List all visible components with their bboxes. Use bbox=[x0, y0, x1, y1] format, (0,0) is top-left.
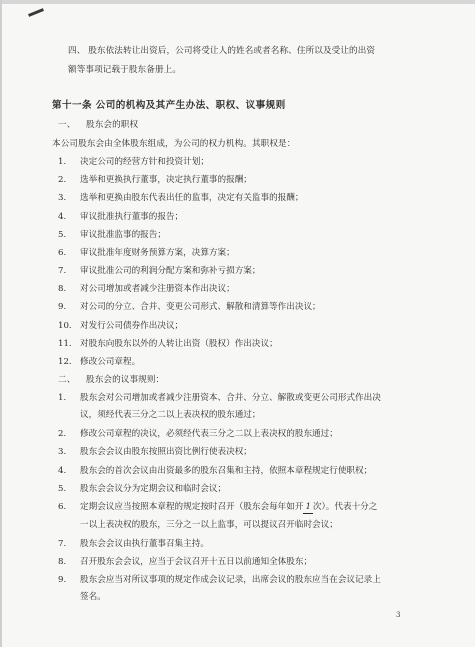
list-item: 5. 审议批准监事的报告； bbox=[58, 230, 166, 240]
handwritten-blank: 1 bbox=[305, 502, 311, 512]
list-item: 2. 选举和更换执行董事，决定执行董事的报酬； bbox=[58, 175, 252, 185]
list-item: 8. 召开股东会会议，应当于会议召开十五日以前通知全体股东； bbox=[58, 557, 313, 567]
list-item: 1. 决定公司的经营方针和投资计划； bbox=[58, 157, 209, 167]
list-item: 6. 审议批准年度财务预算方案，决算方案； bbox=[58, 248, 235, 258]
pen-mark bbox=[28, 8, 44, 17]
list-item-continuation: 签名。 bbox=[80, 592, 106, 602]
list-item: 6. 定期会议应当按照本章程的规定按时召开（股东会每年如开 1 次）。代表十分之 bbox=[58, 502, 378, 512]
section1-number: 一、 bbox=[58, 120, 76, 130]
list-item: 9. 对公司的分立、合并、变更公司形式、解散和清算等作出决议； bbox=[58, 302, 321, 312]
list-item: 5. 股东会会议分为定期会议和临时会议； bbox=[58, 484, 227, 494]
list-item: 7. 股东会会议由执行董事召集主持。 bbox=[58, 539, 209, 549]
list-item: 2. 修改公司章程的决议，必须经代表三分之二以上表决权的股东通过； bbox=[58, 429, 338, 439]
section1-label: 股东会的职权 bbox=[86, 120, 139, 130]
list-item: 1. 股东会对公司增加或者减少注册资本、合并、分立、解散或变更公司形式作出决 bbox=[58, 393, 381, 403]
paragraph-four-line1: 四、 股东依法转让出资后，公司将受让人的姓名或者名称、住所以及受让的出资 bbox=[68, 46, 376, 56]
article-heading: 第十一条 公司的机构及其产生办法、职权、议事规则 bbox=[52, 100, 286, 111]
scan-edge-top bbox=[0, 0, 475, 4]
section2-number: 二、 bbox=[58, 375, 76, 385]
paragraph-four-line2: 额等事项记载于股东备册上。 bbox=[68, 65, 182, 75]
list-item: 10. 对发行公司债券作出决议； bbox=[58, 321, 184, 331]
scan-edge-left bbox=[0, 0, 2, 647]
section2-title bbox=[58, 375, 164, 386]
list-item-continuation: 议，须经代表三分之二以上表决权的股东通过； bbox=[80, 410, 261, 420]
section2-label: 股东会的议事规则： bbox=[86, 375, 165, 385]
list-item: 11. 对股东向股东以外的人转让出资（股权）作出决议； bbox=[58, 339, 278, 349]
list-item: 9. 股东会应当对所议事项的规定作成会议记录，出席会议的股东应当在会议记录上 bbox=[58, 575, 381, 585]
page-number: 3 bbox=[396, 611, 401, 619]
list-item: 12. 修改公司章程。 bbox=[58, 357, 141, 367]
list-item: 4. 股东会的首次会议由出资最多的股东召集和主持，依照本章程规定行使职权； bbox=[58, 466, 373, 476]
list-item: 7. 审议批准公司的利润分配方案和弥补亏损方案； bbox=[58, 266, 261, 276]
list-item: 8. 对公司增加或者减少注册资本作出决议； bbox=[58, 284, 235, 294]
list-item: 4. 审议批准执行董事的报告； bbox=[58, 212, 184, 222]
section1-title bbox=[58, 120, 138, 131]
list-item-continuation: 一以上表决权的股东，三分之一以上监事，可以提议召开临时会议； bbox=[80, 520, 338, 530]
list-item: 3. 选举和更换由股东代表出任的监事，决定有关监事的报酬； bbox=[58, 193, 304, 203]
list-item: 3. 股东会会议由股东按照出资比例行使表决权； bbox=[58, 447, 252, 457]
section1-intro: 本公司股东会由全体股东组成，为公司的权力机构。其职权是： bbox=[52, 139, 296, 149]
